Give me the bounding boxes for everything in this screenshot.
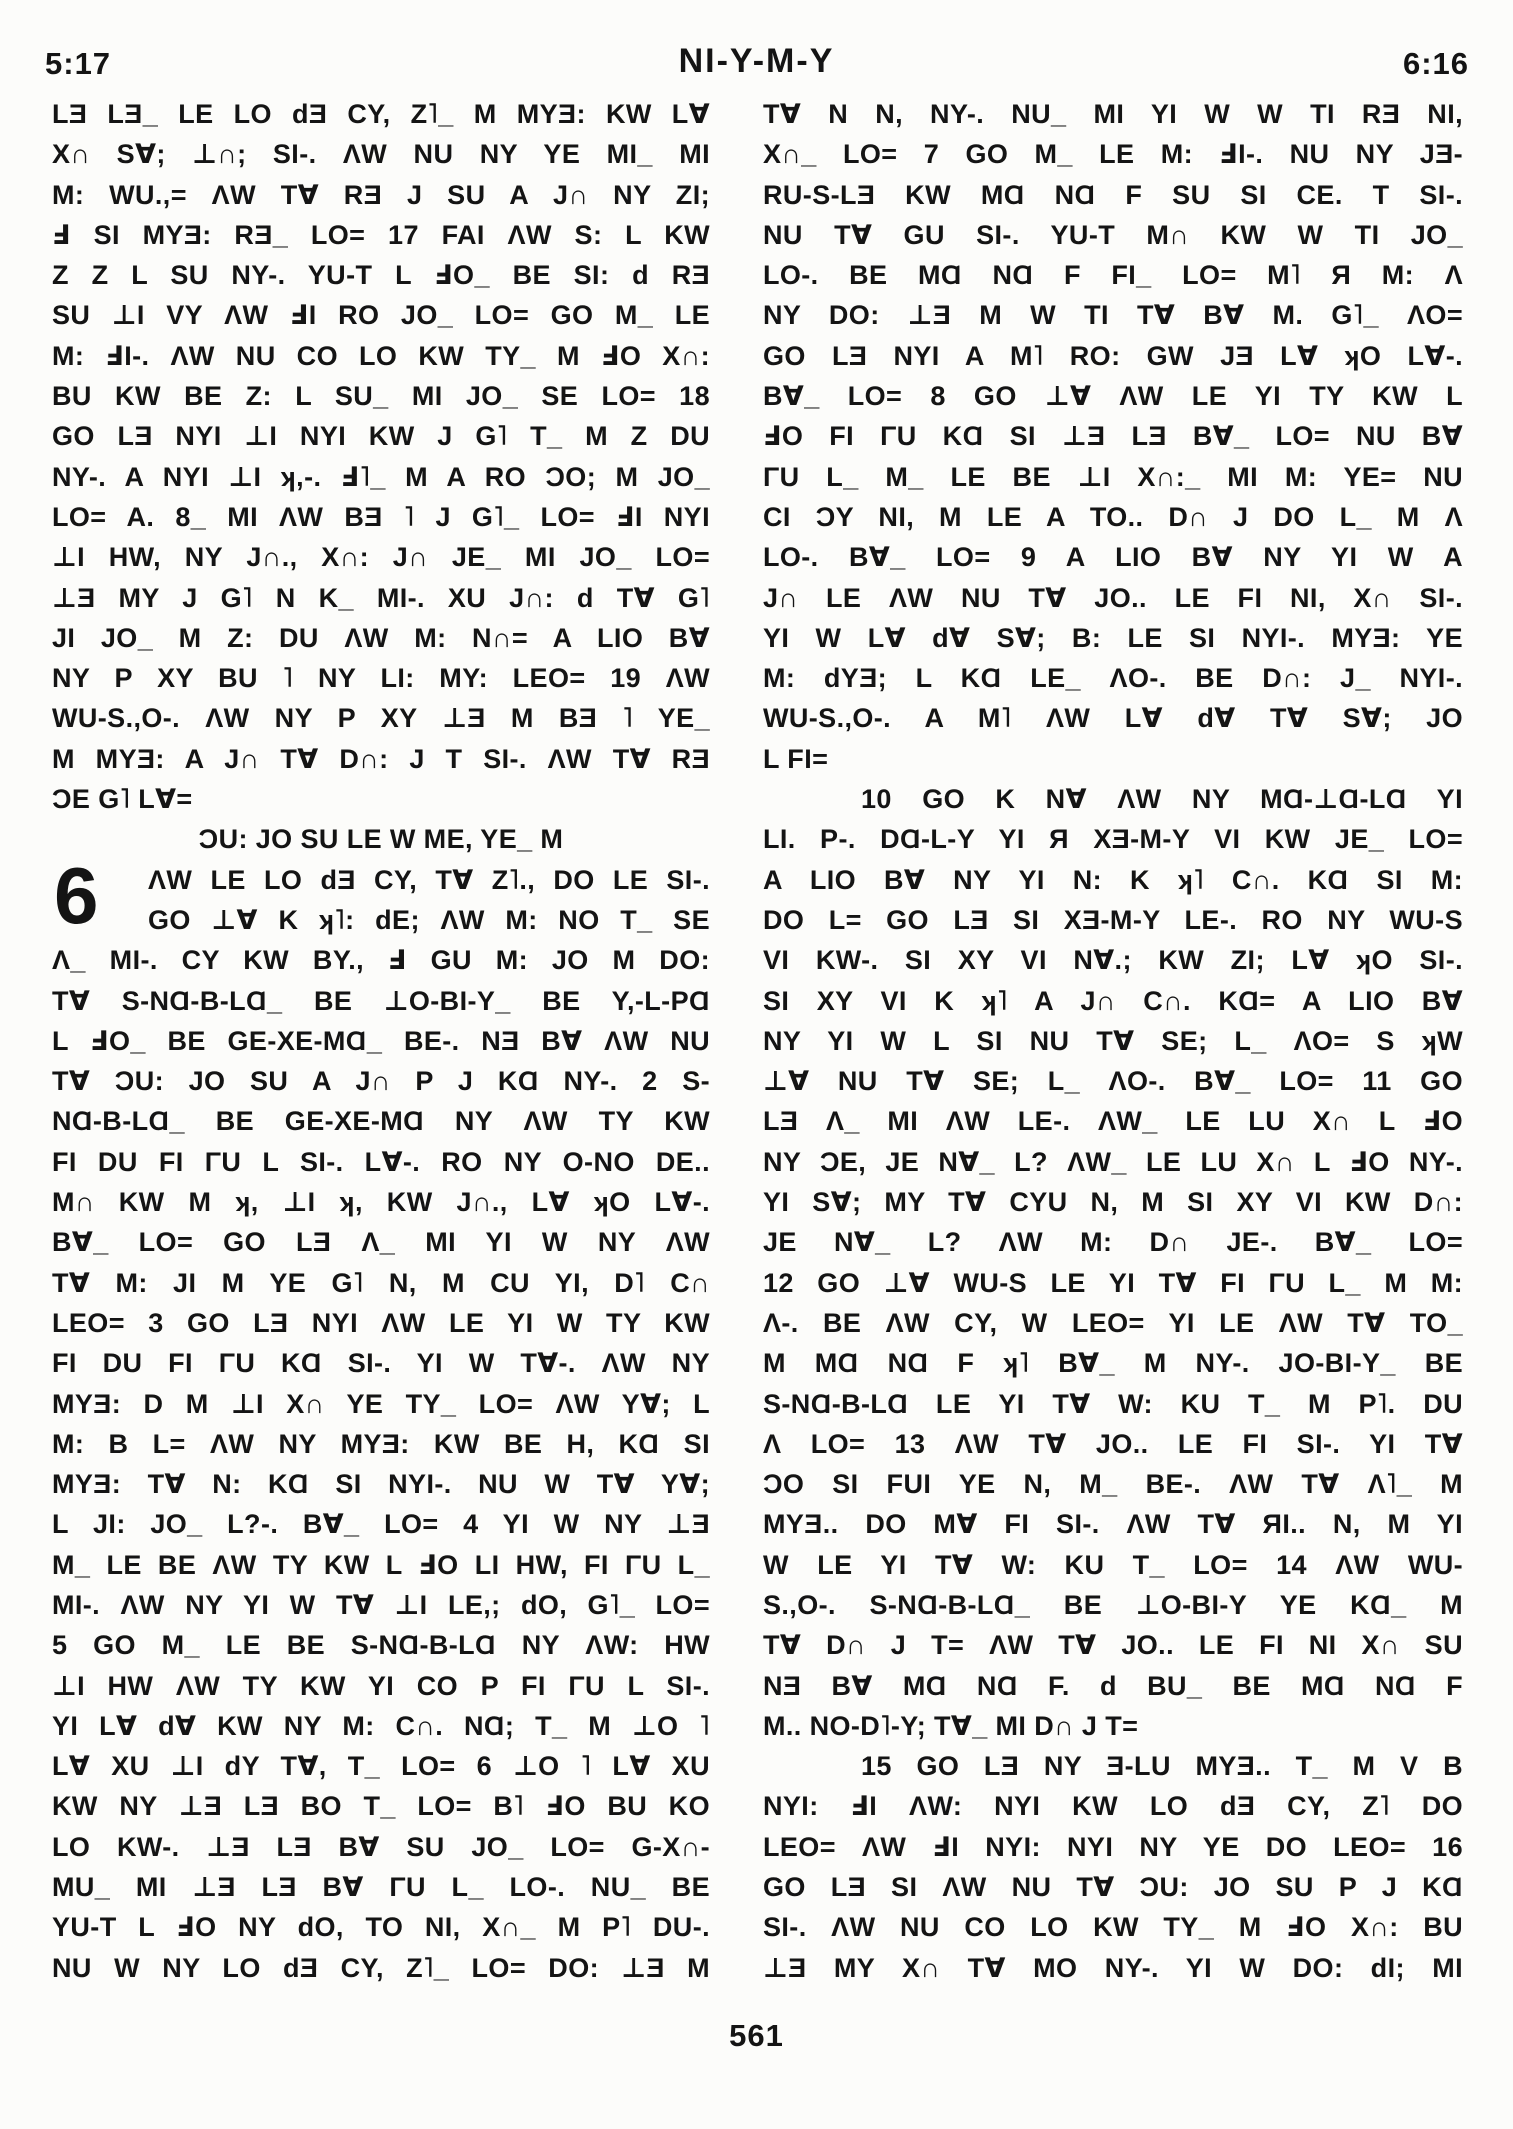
text-line: ⊥I HW, NY J∩., X∩: J∩ JE_ MI JO_ LO= [52,542,710,573]
text-line: YI S∀; MY T∀ CYU N, M SI XY VI KW D∩: [763,1187,1463,1218]
text-line: ⊥Ǝ MY J G˥ N K_ MI-. XU J∩: d T∀ G˥ [52,582,710,613]
text-line: MU_ MI ⊥Ǝ LƎ B∀ ΓU L_ LO-. NU_ BE [52,1872,710,1903]
text-line: DO L= GO LƎ SI XƎ-M-Y LE-. RO NY WU-S [763,904,1463,935]
text-line: ⊥∀ NU T∀ SE; L_ ΛO-. B∀_ LO= 11 GO [763,1066,1463,1097]
page-number: 561 [729,2018,784,2053]
text-line: JE N∀_ L? ΛW M: D∩ JE-. B∀_ LO= [763,1227,1463,1258]
text-line: YU-T L ℲO NY dO, TO NI, X∩_ M P˥ DU-. [52,1912,710,1943]
text-line: L JI: JO_ L?-. B∀_ LO= 4 YI W NY ⊥Ǝ [52,1509,710,1540]
text-line: FI DU FI ΓU L SI-. L∀-. RO NY O-NO DE.. [52,1146,710,1177]
chapter-number-drop-cap: 6 [54,850,99,940]
text-line: LO= A. 8_ MI ΛW BƎ ˥ J G˥_ LO= ℲI NYI [52,501,710,532]
text-line: FI DU FI ΓU KⱭ SI-. YI W T∀-. ΛW NY [52,1348,710,1379]
section-heading: ƆU: JO SU LE W ME, YE_ M [198,824,564,855]
text-line: LƎ Λ_ MI ΛW LE-. ΛW_ LE LU X∩ L ℲO [763,1106,1463,1137]
text-line: GO LƎ SI ΛW NU T∀ ƆU: JO SU P J KⱭ [763,1872,1463,1903]
chapter-verse-ref-left: 5:17 [45,46,112,81]
text-line: 10 GO K N∀ ΛW NY MⱭ-⊥Ɑ-LⱭ YI [861,784,1463,815]
text-column-left [52,94,710,1988]
text-line: LO-. BE MⱭ NⱭ F FI_ LO= M˥ Я M: Λ [763,260,1463,291]
text-line: B∀_ LO= GO LƎ Λ_ MI YI W NY ΛW [52,1227,710,1258]
text-line: NU W NY LO dƎ CY, Z˥_ LO= DO: ⊥Ǝ M [52,1952,710,1983]
text-line: BU KW BE Z: L SU_ MI JO_ SE LO= 18 [52,381,710,412]
text-line: ℲO FI ΓU KⱭ SI ⊥Ǝ LƎ B∀_ LO= NU B∀ [763,421,1463,452]
text-line: L FI= [763,743,829,774]
text-line: ⊥I HW ΛW TY KW YI CO P FI ΓU L SI-. [52,1670,710,1701]
text-line: RU-S-LƎ KW MⱭ NⱭ F SU SI CE. T SI-. [763,179,1463,210]
text-line: J∩ LE ΛW NU T∀ JO.. LE FI NI, X∩ SI-. [763,582,1463,613]
text-line: M∩ KW M ʞ, ⊥I ʞ, KW J∩., L∀ ʞO L∀-. [52,1187,710,1218]
text-line: NⱭ-B-LⱭ_ BE GE-XE-MⱭ NY ΛW TY KW [52,1106,710,1137]
text-line: T∀ D∩ J T= ΛW T∀ JO.. LE FI NI X∩ SU [763,1630,1463,1661]
text-line: M MⱭ NⱭ F ʞ˥ B∀_ M NY-. JO-BI-Y_ BE [763,1348,1463,1379]
text-line: SU ⊥I VY ΛW ℲI RO JO_ LO= GO M_ LE [52,300,710,331]
text-line: GO ⊥∀ K ʞ˥: dE; ΛW M: NO T_ SE [148,904,710,935]
text-line: YI W L∀ d∀ S∀; B: LE SI NYI-. MYƎ: YE [763,622,1463,653]
text-line: VI KW-. SI XY VI N∀.; KW ZI; L∀ ʞO SI-. [763,945,1463,976]
text-line: B∀_ LO= 8 GO ⊥∀ ΛW LE YI TY KW L [763,381,1463,412]
text-line: SI XY VI K ʞ˥ A J∩ C∩. KⱭ= A LIO B∀ [763,985,1463,1016]
text-line: L ℲO_ BE GE-XE-MⱭ_ BE-. NƎ B∀ ΛW NU [52,1025,710,1056]
text-line: T∀ S-NⱭ-B-LⱭ_ BE ⊥O-BI-Y_ BE Y,-L-PⱭ [52,985,710,1016]
text-line: Z Z L SU NY-. YU-T L ℲO_ BE SI: d RƎ [52,260,710,291]
text-line: ƆE G˥ L∀= [52,784,193,815]
text-line: T∀ M: JI M YE G˥ N, M CU YI, D˥ C∩ [52,1267,710,1298]
text-line: 15 GO LƎ NY Ǝ-LU MYƎ.. T_ M V B [861,1751,1463,1782]
text-line: NU T∀ GU SI-. YU-T M∩ KW W TI JO_ [763,219,1463,250]
text-line: ΛW LE LO dƎ CY, T∀ Z˥., DO LE SI-. [148,864,710,895]
text-line: M.. NO-D˥-Y; T∀_ MI D∩ J T= [763,1710,1139,1741]
text-line: A LIO B∀ NY YI N: K ʞ˥ C∩. KⱭ SI M: [763,864,1463,895]
text-line: MYƎ: T∀ N: KⱭ SI NYI-. NU W T∀ Y∀; [52,1469,710,1500]
text-line: JI JO_ M Z: DU ΛW M: N∩= A LIO B∀ [52,622,710,653]
text-line: T∀ N N, NY-. NU_ MI YI W W TI RƎ NI, [763,99,1463,129]
text-line: Λ_ MI-. CY KW BY., Ⅎ GU M: JO M DO: [52,945,710,976]
text-line: NƎ B∀ MⱭ NⱭ F. d BU_ BE MⱭ NⱭ F [763,1670,1463,1701]
text-line: W LE YI T∀ W: KU T_ LO= 14 ΛW WU- [763,1549,1463,1580]
text-line: ΓU L_ M_ LE BE ⊥I X∩:_ MI M: YE= NU [763,461,1463,492]
text-line: WU-S.,O-. ΛW NY P XY ⊥Ǝ M BƎ ˥ YE_ [52,703,710,734]
text-line: S.,O-. S-NⱭ-B-LⱭ_ BE ⊥O-BI-Y YE KⱭ_ M [763,1589,1463,1620]
text-line: M: WU.,= ΛW T∀ RƎ J SU A J∩ NY ZI; [52,179,710,210]
text-line: NY DO: ⊥Ǝ M W TI T∀ B∀ M. G˥_ ΛO= [763,300,1463,331]
text-line: Λ LO= 13 ΛW T∀ JO.. LE FI SI-. YI T∀ [763,1428,1463,1459]
text-line: NY ƆE, JE N∀_ L? ΛW_ LE LU X∩ L ℲO NY-. [763,1146,1463,1177]
text-line: T∀ ƆU: JO SU A J∩ P J KⱭ NY-. 2 S- [52,1066,710,1097]
text-line: LEO= ΛW ℲI NYI: NYI NY YE DO LEO= 16 [763,1831,1463,1862]
text-line: LO KW-. ⊥Ǝ LƎ B∀ SU JO_ LO= G-X∩- [52,1831,710,1862]
text-line: SI-. ΛW NU CO LO KW TY_ M ℲO X∩: BU [763,1912,1463,1943]
text-line: ƆO SI FUI YE N, M_ BE-. ΛW T∀ Λ˥_ M [763,1469,1463,1500]
text-line: LEO= 3 GO LƎ NYI ΛW LE YI W TY KW [52,1307,710,1338]
text-line: GO LƎ NYI ⊥I NYI KW J G˥ T_ M Z DU [52,421,710,452]
text-line: YI L∀ d∀ KW NY M: C∩. NⱭ; T_ M ⊥O ˥ [52,1710,710,1741]
text-line: 5 GO M_ LE BE S-NⱭ-B-LⱭ NY ΛW: HW [52,1630,710,1661]
text-line: GO LƎ NYI A M˥ RO: GW JƎ L∀ ʞO L∀-. [763,340,1463,371]
text-line: NY P XY BU ˥ NY LI: MY: LEO= 19 ΛW [52,663,710,694]
text-line: LI. P-. DⱭ-L-Y YI Я XƎ-M-Y VI KW JE_ LO= [763,824,1463,855]
text-line: M: dYƎ; L KⱭ LE_ ΛO-. BE D∩: J_ NYI-. [763,663,1463,694]
text-line: ⊥Ǝ MY X∩ T∀ MO NY-. YI W DO: dI; MI [763,1952,1463,1983]
text-line: M: ℲI-. ΛW NU CO LO KW TY_ M ℲO X∩: [52,340,710,371]
text-line: L∀ XU ⊥I dY T∀, T_ LO= 6 ⊥O ˥ L∀ XU [52,1751,710,1782]
text-line: KW NY ⊥Ǝ LƎ BO T_ LO= B˥ ℲO BU KO [52,1791,710,1822]
text-line: LƎ LƎ_ LE LO dƎ CY, Z˥_ M MYƎ: KW L∀ [52,99,710,129]
text-line: X∩_ LO= 7 GO M_ LE M: ℲI-. NU NY JƎ- [763,139,1463,170]
text-line: WU-S.,O-. A M˥ ΛW L∀ d∀ T∀ S∀; JO [763,703,1463,734]
text-line: NY YI W L SI NU T∀ SE; L_ ΛO= S ʞW [763,1025,1463,1056]
book-title: NI-Y-M-Y [678,42,835,80]
text-line: 12 GO ⊥∀ WU-S LE YI T∀ FI ΓU L_ M M: [763,1267,1463,1298]
text-line: M: B L= ΛW NY MYƎ: KW BE H, KⱭ SI [52,1428,710,1459]
text-line: LO-. B∀_ LO= 9 A LIO B∀ NY YI W A [763,542,1463,573]
text-line: Λ-. BE ΛW CY, W LEO= YI LE ΛW T∀ TO_ [763,1307,1463,1338]
text-line: MYƎ.. DO M∀ FI SI-. ΛW T∀ ЯI.. N, M YI [763,1509,1463,1540]
text-line: X∩ S∀; ⊥∩; SI-. ΛW NU NY YE MI_ MI [52,139,710,170]
text-column-right [763,94,1463,1988]
chapter-verse-ref-right: 6:16 [1402,46,1469,81]
text-line: M_ LE BE ΛW TY KW L ℲO LI HW, FI ΓU L_ [52,1549,710,1580]
text-line: MYƎ: D M ⊥I X∩ YE TY_ LO= ΛW Y∀; L [52,1388,710,1419]
text-line: NY-. A NYI ⊥I ʞ,-. Ⅎ˥_ M A RO ƆO; M JO_ [52,461,710,492]
text-line: MI-. ΛW NY YI W T∀ ⊥I LE,; dO, G˥_ LO= [52,1589,710,1620]
text-line: CI ƆY NI, M LE A TO.. D∩ J DO L_ M Λ [763,501,1463,532]
text-line: NYI: ℲI ΛW: NYI KW LO dƎ CY, Z˥ DO [763,1791,1463,1822]
text-line: S-NⱭ-B-LⱭ LE YI T∀ W: KU T_ M P˥. DU [763,1388,1463,1419]
text-line: M MYƎ: A J∩ T∀ D∩: J T SI-. ΛW T∀ RƎ [52,743,710,774]
text-line: Ⅎ SI MYƎ: RƎ_ LO= 17 FAI ΛW S: L KW [52,219,710,250]
